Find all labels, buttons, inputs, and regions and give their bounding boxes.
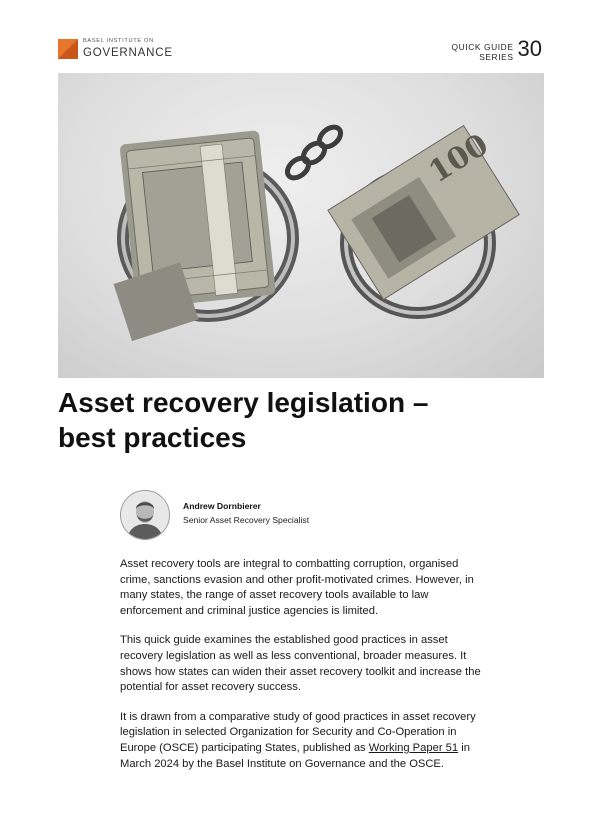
series-number: 30 bbox=[517, 36, 542, 61]
hero-image bbox=[58, 73, 544, 378]
title-line-1: Asset recovery legislation – bbox=[58, 387, 429, 418]
org-name-big: GOVERNANCE bbox=[83, 46, 173, 59]
paragraph-3 bbox=[120, 710, 490, 772]
paragraph-1: Asset recovery tools are integral to combatting corruption, organised crime, sanctions evasion and other profit-motivated crimes. However, in many states, the range of asset recovery tools available to law enforcement and criminal justice agencies is limited. bbox=[120, 558, 474, 617]
banknote-denomination: 100 bbox=[422, 127, 495, 191]
org-logo bbox=[58, 38, 173, 59]
body-text bbox=[120, 557, 490, 786]
title-line-2: best practices bbox=[58, 422, 247, 453]
org-name-small: BASEL INSTITUTE ON bbox=[83, 38, 154, 44]
page-title bbox=[58, 385, 548, 455]
author-portrait-icon bbox=[121, 491, 169, 539]
paragraph-3-start: It is drawn from a comparative study of good practices in asset recovery legislation in selected Organization for Security and Co-Operation in Europe (OSCE) participating States, published as bbox=[120, 710, 476, 754]
series-label bbox=[452, 38, 542, 62]
author-block bbox=[120, 490, 309, 540]
author-role: Senior Asset Recovery Specialist bbox=[183, 515, 310, 525]
working-paper-link[interactable]: Working Paper 51 bbox=[368, 741, 459, 754]
logo-mark-icon bbox=[58, 39, 78, 59]
avatar bbox=[120, 490, 170, 540]
chain bbox=[284, 123, 345, 182]
series-line-1: QUICK GUIDE bbox=[451, 42, 514, 52]
paragraph-3-end: in March 2024 by the Basel Institute on Governance and the OSCE. bbox=[120, 741, 470, 770]
handcuffs-money-illustration bbox=[58, 73, 544, 378]
series-line-2: SERIES bbox=[479, 51, 514, 62]
author-name: Andrew Dornbierer bbox=[183, 501, 261, 511]
paragraph-2: This quick guide examines the established good practices in asset recovery legislation as well as less conventional, broader measures. It shows how states can widen their asset recovery toolkit and increase the potential for asset recovery success. bbox=[120, 634, 481, 694]
